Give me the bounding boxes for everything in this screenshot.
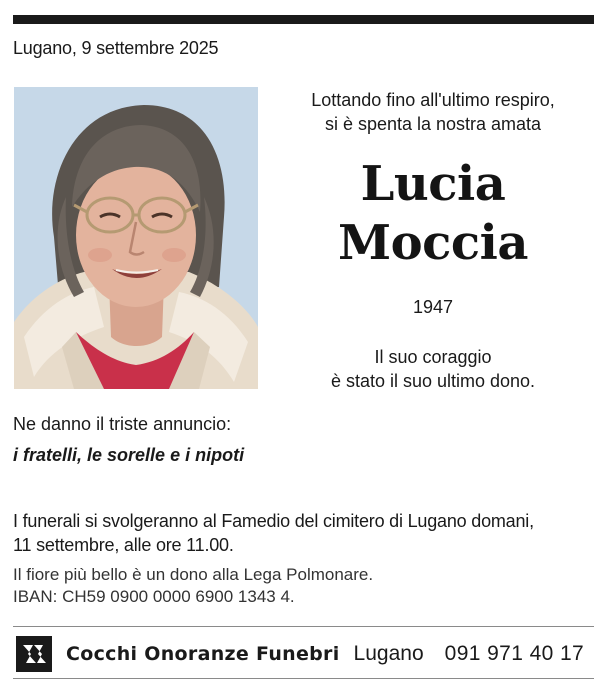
donation-line: Il fiore più bello è un dono alla Lega Polmonare. bbox=[13, 565, 374, 584]
quote-line-1: Il suo coraggio bbox=[374, 347, 492, 367]
birth-year: 1947 bbox=[412, 297, 454, 317]
intro-text bbox=[266, 88, 600, 136]
announcement-text: Ne danno il triste annuncio: bbox=[13, 414, 232, 434]
funeral-details bbox=[13, 509, 593, 557]
funeral-line-1: I funerali si svolgeranno al Famedio del cimitero di Lugano domani, bbox=[13, 511, 534, 531]
agency-phone: 091 971 40 17 bbox=[444, 642, 585, 665]
footer-top-rule bbox=[13, 626, 594, 627]
iban-line: IBAN: CH59 0900 0000 6900 1343 4. bbox=[13, 587, 295, 606]
top-rule bbox=[13, 15, 594, 24]
agency-city: Lugano bbox=[353, 642, 424, 665]
footer-bottom-rule bbox=[13, 678, 594, 679]
portrait-photo bbox=[14, 87, 258, 389]
agency-name: Cocchi Onoranze Funebri bbox=[66, 643, 340, 665]
date-line: Lugano, 9 settembre 2025 bbox=[13, 38, 219, 58]
funeral-line-2: 11 settembre, alle ore 11.00. bbox=[13, 535, 234, 555]
deceased-last-name: Moccia bbox=[338, 215, 528, 271]
quote-line-2: è stato il suo ultimo dono. bbox=[330, 371, 536, 391]
memorial-quote bbox=[266, 345, 600, 393]
funeral-agency-footer bbox=[16, 634, 594, 674]
intro-line-1: Lottando fino all'ultimo respiro, bbox=[311, 90, 555, 110]
donation-details bbox=[13, 564, 593, 608]
deceased-first-name: Lucia bbox=[360, 156, 506, 212]
family-members: i fratelli, le sorelle e i nipoti bbox=[13, 445, 245, 465]
intro-line-2: si è spenta la nostra amata bbox=[324, 114, 542, 134]
agency-logo-icon bbox=[16, 636, 52, 672]
